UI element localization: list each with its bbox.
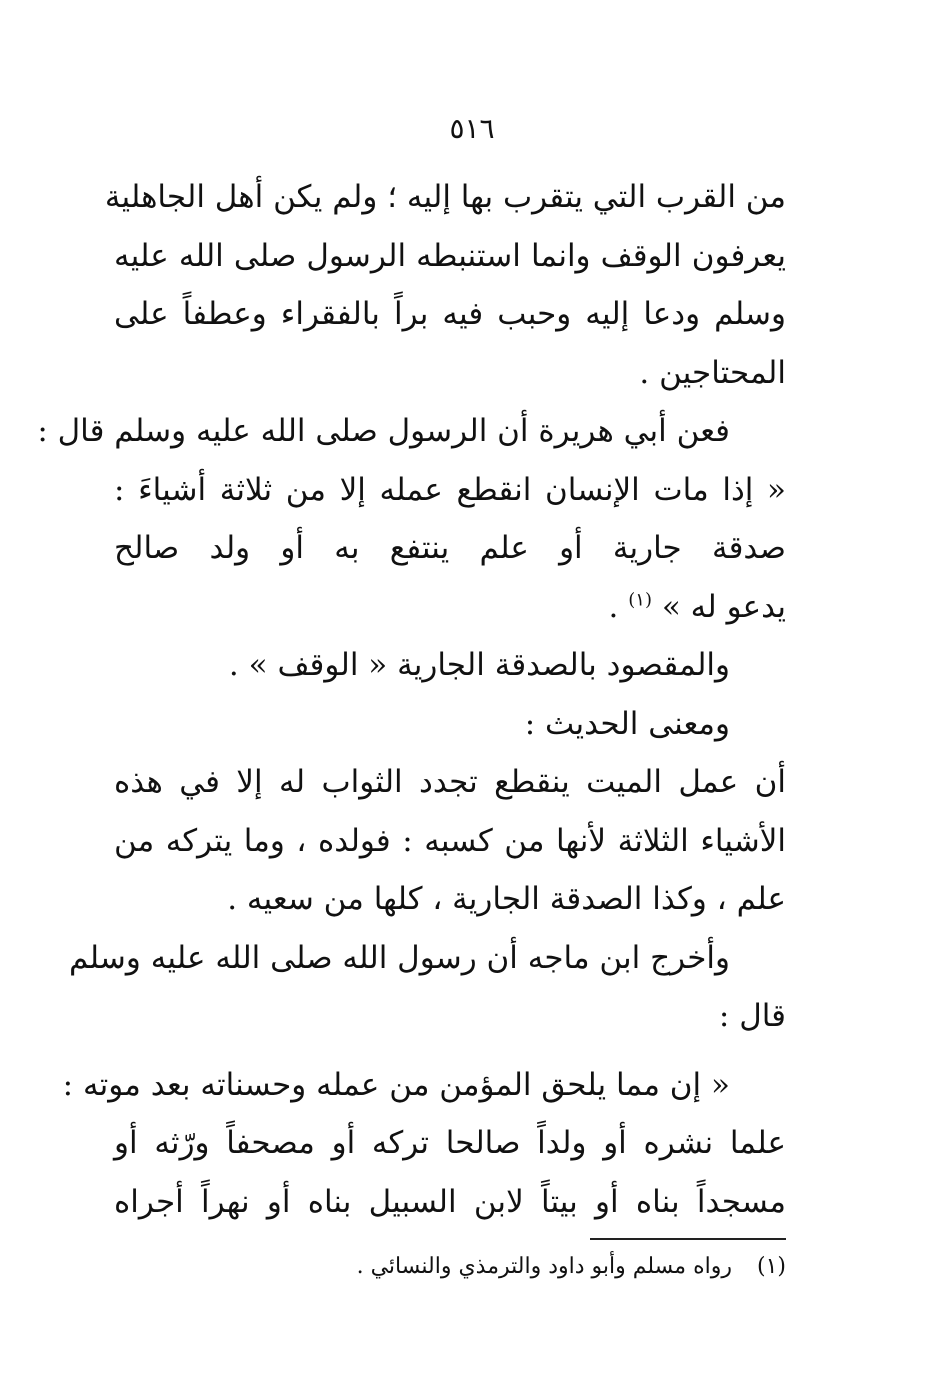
paragraph-5-line-2: الأشياء الثلاثة لأنها من كسبه : فولده ، وما يتركه من [114,822,786,859]
paragraph-2-line-2: « إذا مات الإنسان انقطع عمله إلا من ثلاثة أشياءَ : [114,471,786,508]
footnote-reference: (١) [628,589,652,611]
paragraph-1-line-3: وسلم ودعا إليه وحبب فيه براً بالفقراء وعطفاً على [114,296,786,332]
footnote-separator [590,1238,786,1240]
footnote-text: رواه مسلم وأبو داود والترمذي والنسائي . [356,1254,732,1279]
paragraph-1-line-1: من القرب التي يتقرب بها إليه ؛ ولم يكن أهل الجاهلية [104,179,786,215]
body-text [37,168,786,1231]
paragraph-1-line-2: يعرفون الوقف وانما استنبطه الرسول صلى الله عليه [114,237,786,274]
paragraph-5-line-3: علم ، وكذا الصدقة الجارية ، كلها من سعيه . [227,881,786,917]
paragraph-4-line-1: ومعنى الحديث : [524,705,730,742]
paragraph-7-line-1: « إن مما يلحق المؤمن من عمله وحسناته بعد موته : [62,1066,730,1103]
paragraph-2-line-4 [114,578,786,637]
paragraph-2-last-text: يدعو له » [661,588,786,625]
paragraph-7-line-3: مسجداً بناه أو بيتاً لابن السبيل بناه أو نهراً أجراه [114,1183,786,1220]
paragraph-3-line-1: والمقصود بالصدقة الجارية « الوقف » . [228,647,730,683]
footnote-number: (١) [756,1254,786,1279]
paragraph-2-period: . [608,588,619,625]
paragraph-gap [114,1046,786,1056]
paragraph-6-line-2: قال : [718,998,786,1034]
paragraph-1-line-4: المحتاجين . [639,354,786,391]
paragraph-7-line-2: علما نشره أو ولداً صالحا تركه أو مصحفاً ورّثه أو [114,1125,786,1161]
paragraph-5-line-1: أن عمل الميت ينقطع تجدد الثواب له إلا في هذه [114,764,786,800]
paragraph-2-line-3: صدقة جارية أو علم ينتفع به أو ولد صالح [114,530,786,566]
page-number: ٥١٦ [449,112,495,145]
footnote [114,1252,786,1282]
paragraph-2-line-1: فعن أبي هريرة أن الرسول صلى الله عليه وسلم قال : [37,413,730,449]
paragraph-6-line-1: وأخرج ابن ماجه أن رسول الله صلى الله عليه وسلم [69,939,730,976]
